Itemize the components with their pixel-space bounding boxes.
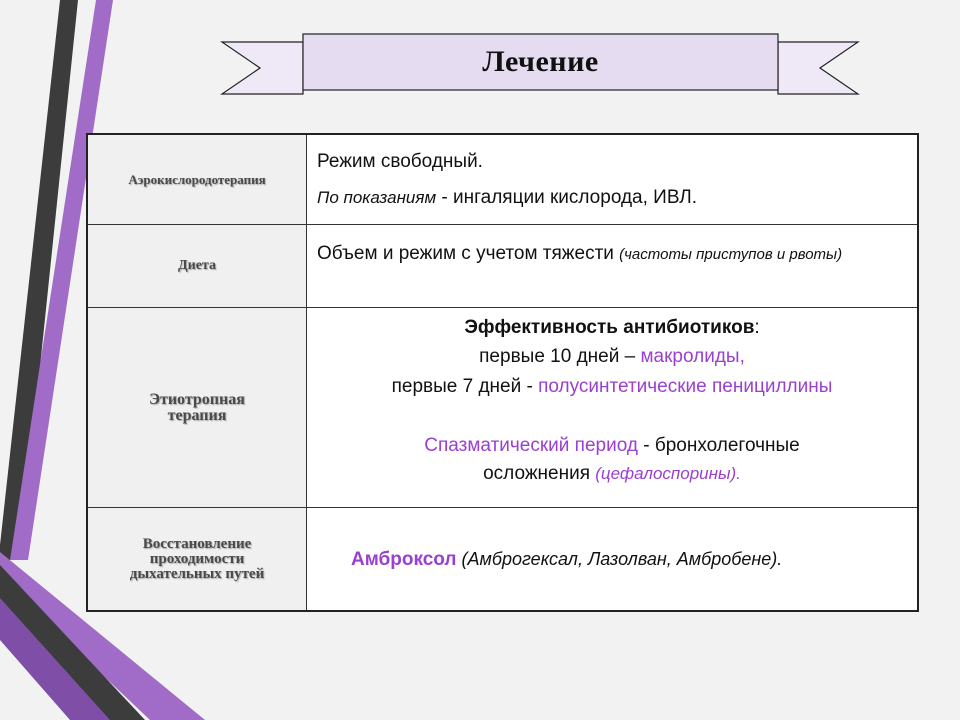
row-label: Этиотропная терапия [88, 308, 307, 507]
table-row [88, 225, 917, 308]
row-label: Восстановление проходимости дыхательных путей [88, 508, 307, 610]
antibiotics-heading: Эффективность антибиотиков: [464, 317, 760, 338]
row-label: Аэрокислородотерапия [88, 135, 307, 224]
diet-text: Объем и режим с учетом тяжести (частоты приступов и рвоты) [317, 243, 843, 264]
penicillins-line: первые 7 дней - полусинтетические пенициллины [391, 376, 833, 397]
oxygen-mode-text: Режим свободный. [317, 151, 483, 172]
table-row [88, 135, 917, 225]
macrolides-line: первые 10 дней – макролиды, [479, 346, 745, 367]
ambroxol-line: Амброксол (Амброгексал, Лазолван, Амбробене). [351, 549, 783, 570]
oxygen-indications-text: По показаниям - ингаляции кислорода, ИВЛ. [317, 187, 698, 208]
table-row [88, 308, 917, 508]
treatment-table [86, 133, 919, 612]
row-label: Диета [88, 225, 307, 307]
banner-left-tail [222, 42, 303, 94]
row-content [307, 308, 917, 507]
row-content [307, 225, 917, 307]
table-row [88, 508, 917, 610]
complications-line: осложнения (цефалоспорины). [483, 463, 741, 484]
spasmodic-period-line: Спазматический период - бронхолегочные [424, 435, 800, 456]
row-content [307, 135, 917, 224]
row-content [307, 508, 917, 610]
banner-right-tail [778, 42, 858, 94]
page-title: Лечение [482, 45, 599, 78]
